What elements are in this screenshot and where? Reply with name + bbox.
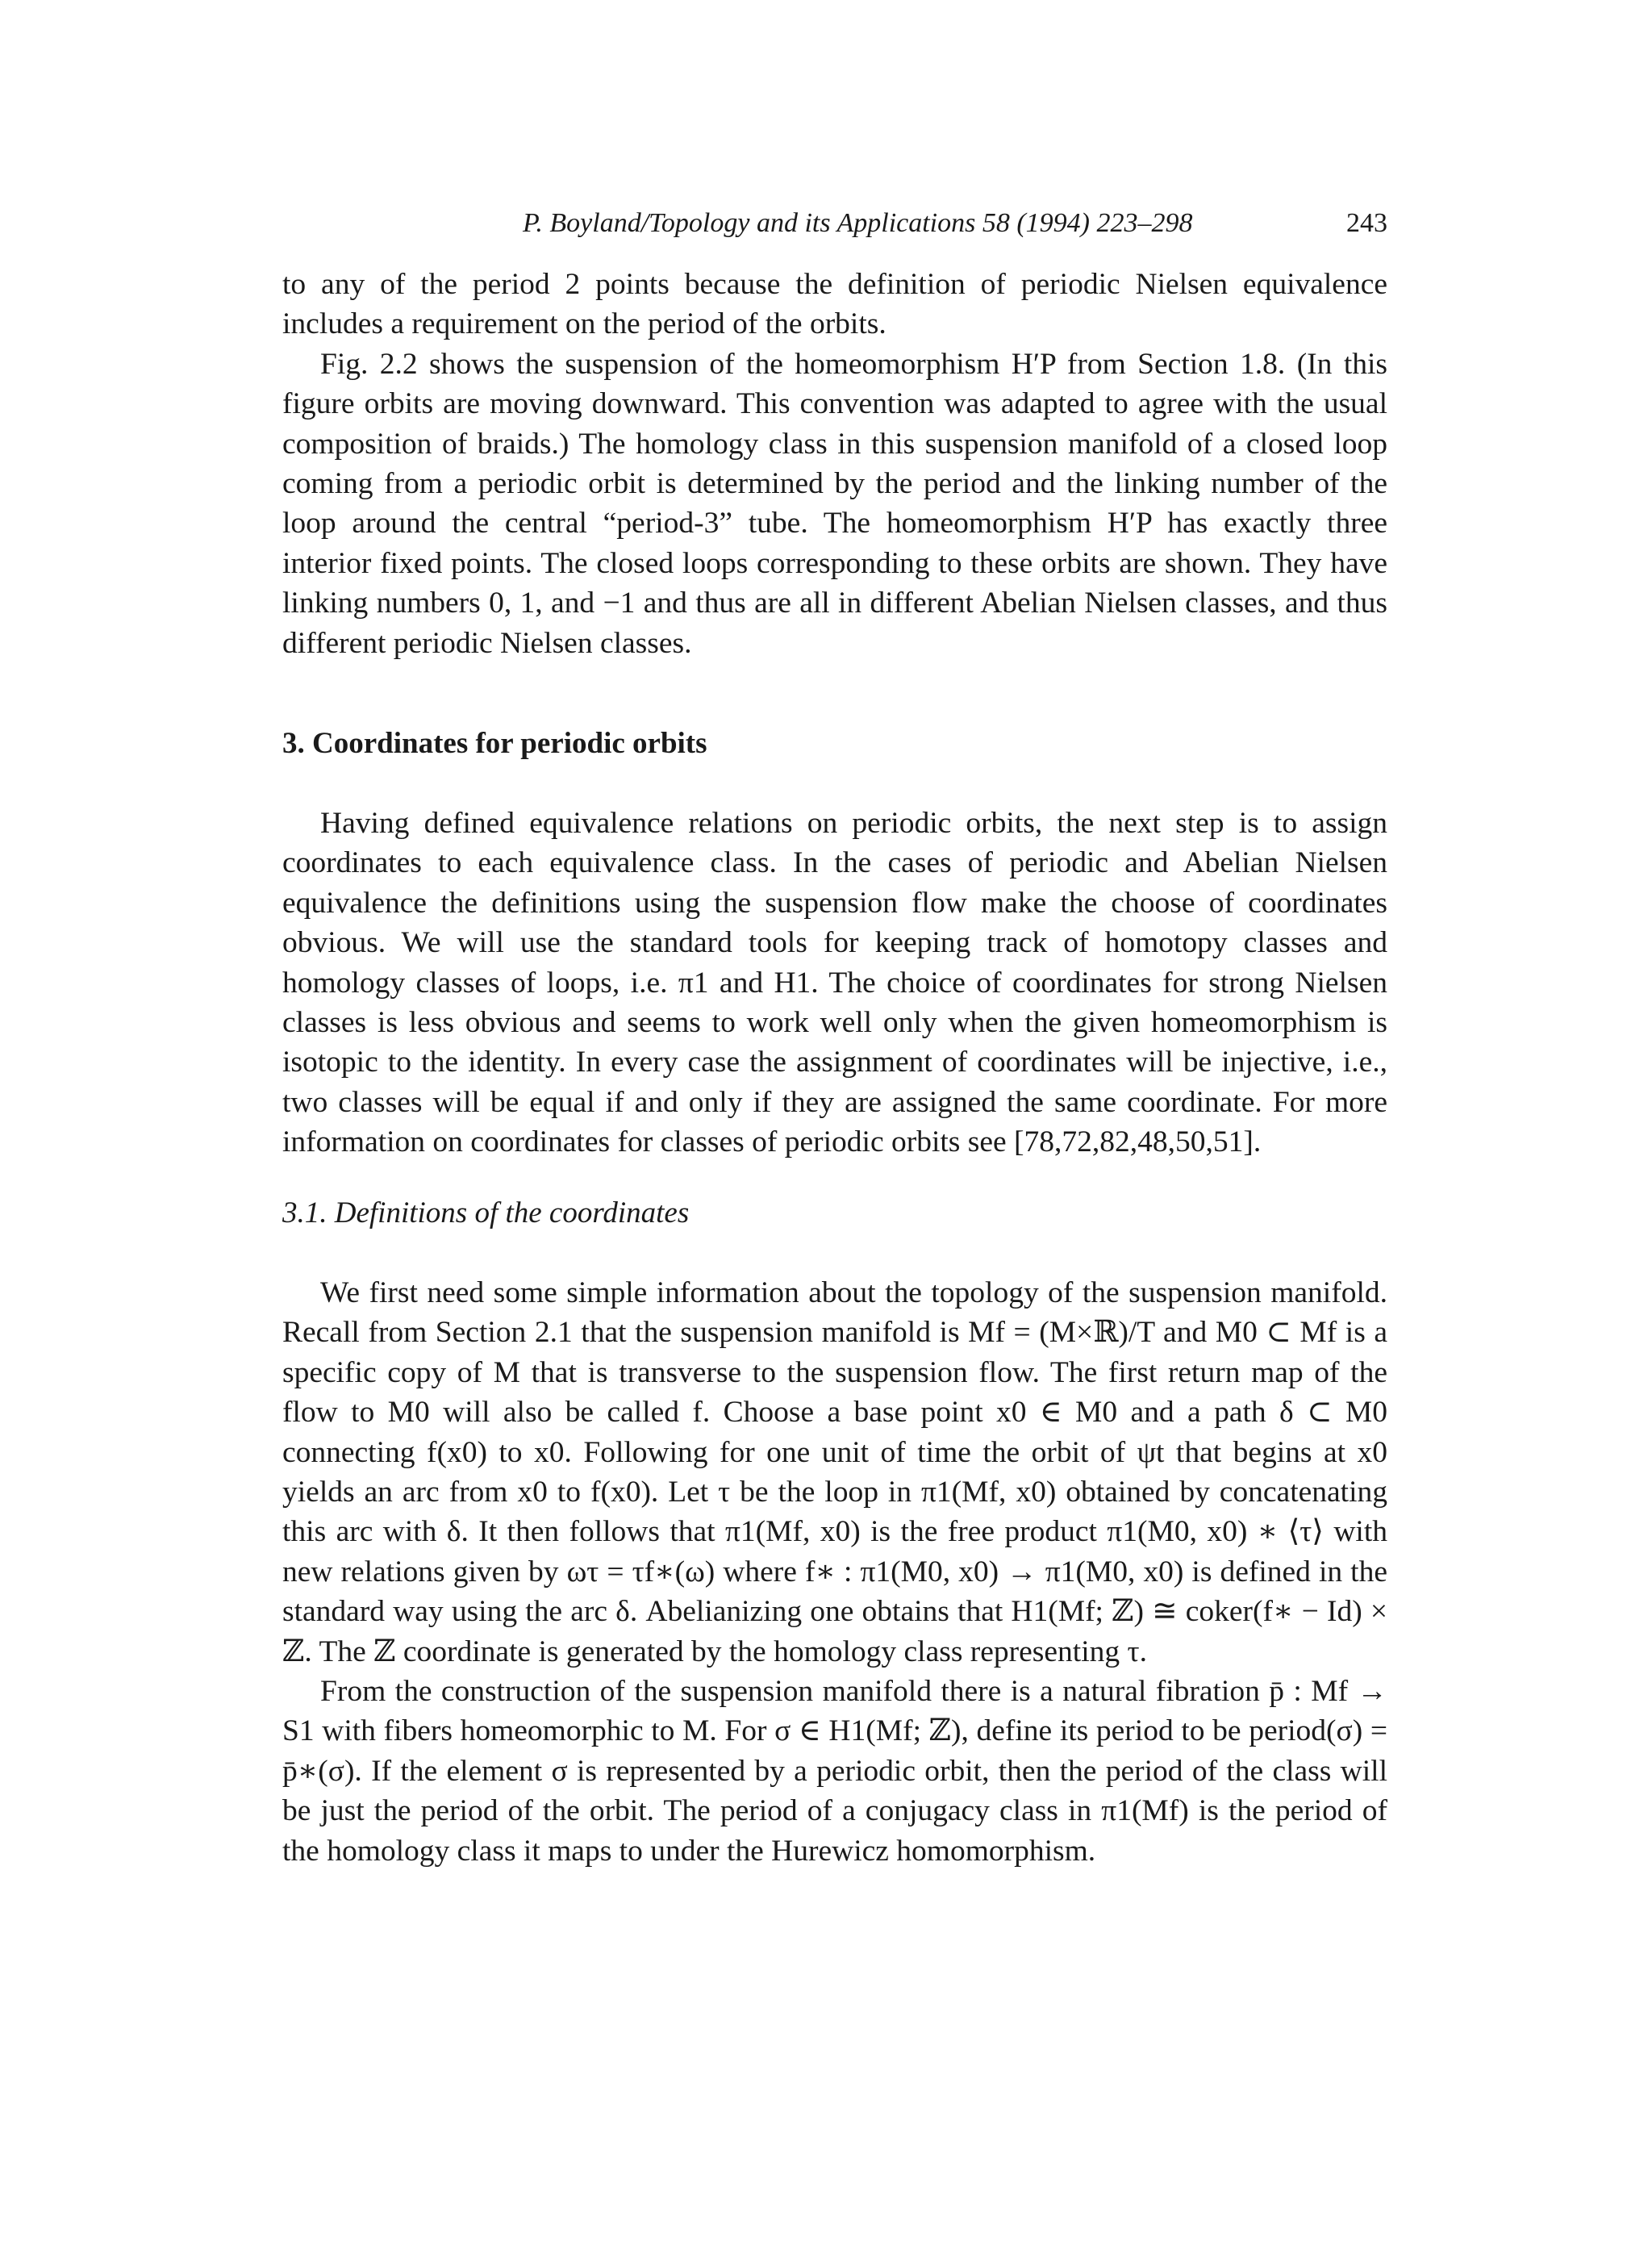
section-heading: 3. Coordinates for periodic orbits [282, 727, 707, 760]
section-text-block [282, 804, 1387, 1163]
intro-paragraph-figure: Fig. 2.2 shows the suspension of the homeomorphism H′P from Section 1.8. (In this figure orbits are moving downward. This convention was adapted to agree with the usual composition of braids.) The homology class in this suspension manifold of a closed loop coming from a periodic orbit is determined by the period and the linking number of the loop around the central “period-3” tube. The homeomorphism H′P has exactly three interior fixed points. The closed loops corresponding to these orbits are shown. They have linking numbers 0, 1, and −1 and thus are all in different Abelian Nielsen classes, and thus different periodic Nielsen classes. [282, 347, 1387, 660]
intro-paragraph-continuation: to any of the period 2 points because the definition of periodic Nielsen equivalence includes a requirement on the period of the orbits. [282, 268, 1387, 341]
subsection-paragraph-period: From the construction of the suspension manifold there is a natural fibration p̄ : Mf → S1 with fibers homeomorphic to M. For σ ∈ H1(Mf; ℤ), define its period to be period(σ) = p̄∗(σ). If the element σ is represented by a periodic orbit, then the period of the class will be just the period of the orbit. The period of a conjugacy class in π1(Mf) is the period of the homology class it maps to under the Hurewicz homomorphism. [282, 1675, 1387, 1868]
page-number: 243 [1346, 208, 1387, 238]
running-head: P. Boyland/Topology and its Applications 58 (1994) 223–298 [523, 208, 1193, 238]
subsection-heading: 3.1. Definitions of the coordinates [282, 1196, 690, 1229]
subsection-paragraph-topology: We first need some simple information about the topology of the suspension manifold. Recall from Section 2.1 that the suspension manifold is Mf = (M×ℝ)/T and M0 ⊂ Mf is a specific copy of M that is transverse to the suspension flow. The first return map of the flow to M0 will also be called f. Choose a base point x0 ∈ M0 and a path δ ⊂ M0 connecting f(x0) to x0. Following for one unit of time the orbit of ψt that begins at x0 yields an arc from x0 to f(x0). Let τ be the loop in π1(Mf, x0) obtained by concatenating this arc with δ. It then follows that π1(Mf, x0) is the free product π1(M0, x0) ∗ ⟨τ⟩ with new relations given by ωτ = τf∗(ω) where f∗ : π1(M0, x0) → π1(M0, x0) is defined in the standard way using the arc δ. Abelianizing one obtains that H1(Mf; ℤ) ≅ coker(f∗ − Id) × ℤ. The ℤ coordinate is generated by the homology class representing τ. [282, 1276, 1387, 1668]
section-paragraph: Having defined equivalence relations on periodic orbits, the next step is to assign coordinates to each equivalence class. In the cases of periodic and Abelian Nielsen equivalence the definitions using the suspension flow make the choose of coordinates obvious. We will use the standard tools for keeping track of homotopy classes and homology classes of loops, i.e. π1 and H1. The choice of coordinates for strong Nielsen classes is less obvious and seems to work well only when the given homeomorphism is isotopic to the identity. In every case the assignment of coordinates will be injective, i.e., two classes will be equal if and only if they are assigned the same coordinate. For more information on coordinates for classes of periodic orbits see [78,72,82,48,50,51]. [282, 807, 1387, 1159]
intro-text-block [282, 265, 1387, 663]
page-header [282, 208, 1387, 248]
subsection-text-block [282, 1273, 1387, 1871]
